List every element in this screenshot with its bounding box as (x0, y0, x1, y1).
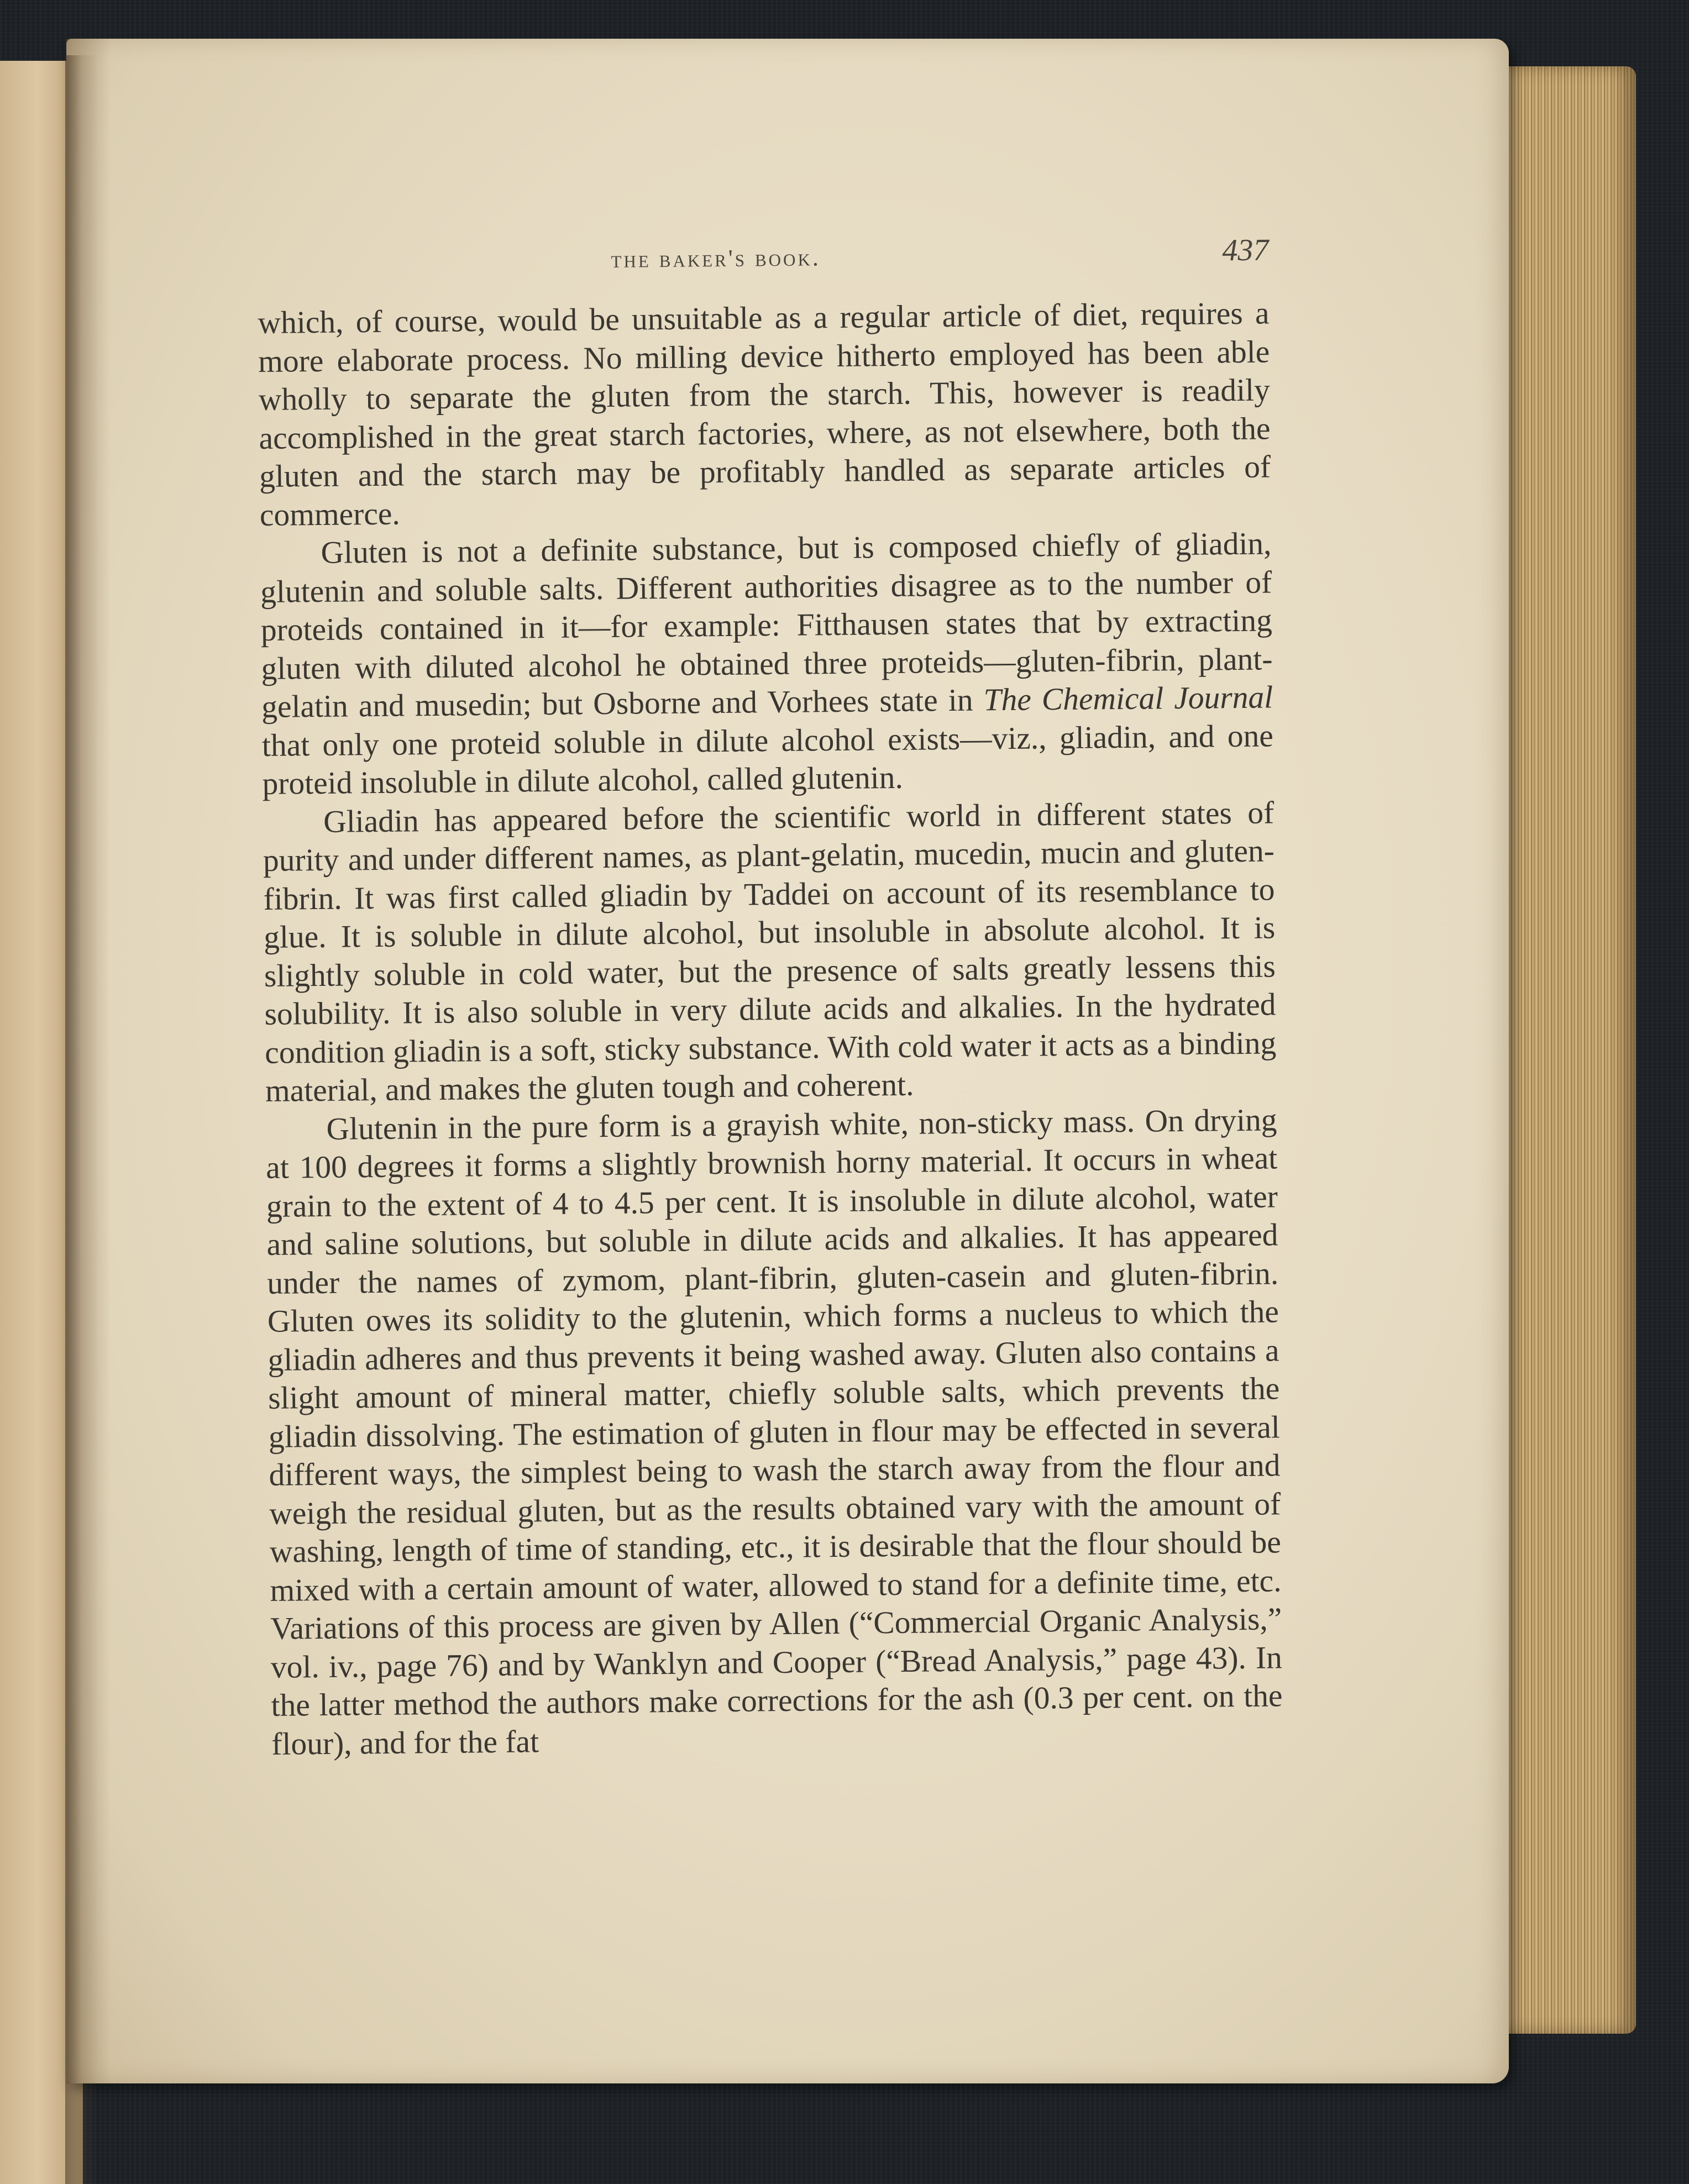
running-title: the baker's book. (611, 244, 821, 273)
paragraph-text: Gliadin has appeared before the scientific world in different states of purity and under different names, as plant-gelatin, mucedin, mucin and gluten-fibrin. It was first called gliadin by Taddei on account of its resemblance to glue. It is soluble in dilute alcohol, but insoluble in absolute alcohol. It is slightly soluble in cold water, but the presence of salts greatly lessens this solubility. It is also soluble in very dilute acids and alkalies. In the hydrated condition gliadin is a soft, sticky substance. With cold water it acts as a binding material, and makes the gluten tough and coherent. (263, 795, 1277, 1109)
page-number: 437 (1222, 233, 1269, 268)
book-gutter (65, 55, 98, 2184)
paragraph-text: Glutenin in the pure form is a grayish white, non-sticky mass. On drying at 100 degrees it forms a slightly brownish horny material. It occurs in wheat grain to the extent of 4 to 4.5 per cent. It is insoluble in dilute alcohol, water and saline solutions, but soluble in dilute acids and alkalies. It has appeared under the names of zymom, plant-fibrin, gluten-casein and gluten-fibrin. Gluten owes its solidity to the glutenin, which forms a nucleus to which the gliadin adheres and thus prevents it being washed away. Gluten also contains a slight amount of mineral matter, chiefly soluble salts, which prevents the gliadin dissolving. The estimation of gluten in flour may be effected in several different ways, the simplest being to wash the starch away from the flour and weigh the residual gluten, but as the results obtained vary with the amount of washing, length of time of standing, etc., it is desirable that the flour should be mixed with a certain amount of water, allowed to stand for a definite time, etc. Variations of this process are given by Allen (“Commercial Organic Analysis,” vol. iv., page 76) and by Wanklyn and Cooper (“Bread Analysis,” page 43). In the latter method the authors make corrections for the ash (0.3 per cent. on the flour), and for the fat (265, 1102, 1283, 1762)
page-fore-edges (1492, 66, 1636, 2034)
paragraph-text: Gluten is not a definite substance, but is composed chiefly of gliadin, glutenin and soluble salts. Different authorities disagree as to the number of proteids contained in it—for example: Fitthausen states that by extracting gluten with diluted alcohol he obtained three proteids—gluten-fibrin, plant-gelatin and musedin; but Osborne and Vorhees state in (260, 526, 1273, 725)
page-content (257, 222, 1283, 1763)
paragraph-text: which, of course, would be unsuitable as a regular article of diet, requires a more elaborate process. No milling device hitherto employed has been able wholly to separate the gluten from the starch. This, however is readily accomplished in the great starch factories, where, as not elsewhere, both the gluten and the starch may be profitably handled as separate articles of commerce. (258, 296, 1271, 533)
paragraph (260, 524, 1274, 803)
paragraph (258, 294, 1271, 534)
body-text (258, 294, 1283, 1763)
running-head (257, 222, 1269, 282)
paragraph (263, 794, 1277, 1111)
paragraph-text: that only one proteid soluble in dilute alcohol exists—viz., gliadin, and one proteid insoluble in dilute alcohol, called glutenin. (261, 718, 1274, 801)
italic-title: The Chemical Journal (983, 680, 1273, 718)
paragraph (265, 1101, 1283, 1763)
